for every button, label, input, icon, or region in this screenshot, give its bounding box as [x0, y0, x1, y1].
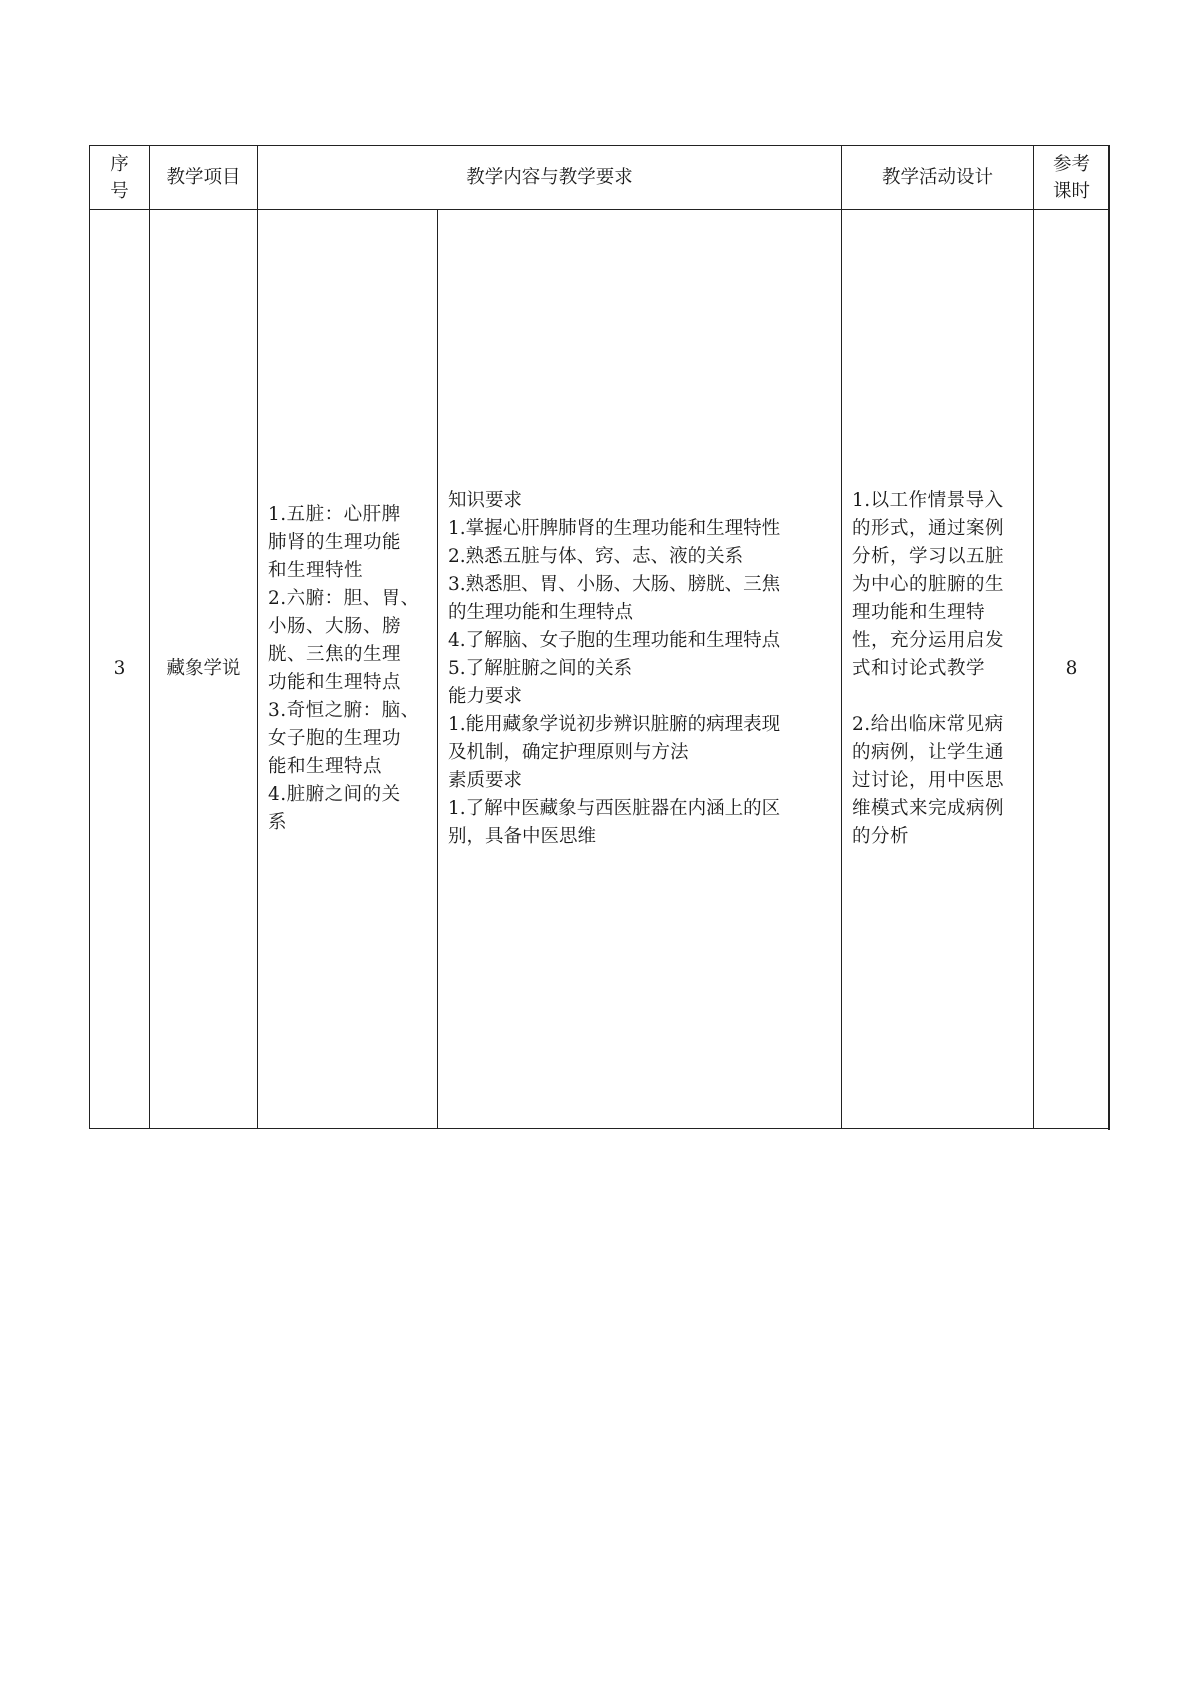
content-lines	[268, 501, 427, 837]
requirement-line: 的生理功能和生理特点	[448, 602, 634, 623]
activity-line: 为中心的脏腑的生	[852, 574, 1005, 595]
table-header-row	[90, 146, 1110, 210]
row-content	[258, 210, 438, 1129]
syllabus-table	[89, 145, 1110, 1129]
content-line: 女子胞的生理功	[268, 728, 402, 749]
content-line: 能和生理特点	[268, 756, 383, 777]
header-hours-line1: 参考	[1053, 153, 1091, 175]
content-line: 肺肾的生理功能	[268, 532, 402, 553]
header-content: 教学内容与教学要求	[258, 146, 842, 210]
activity-line: 的病例，让学生通	[852, 742, 1005, 763]
requirement-line: 3.熟悉胆、胃、小肠、大肠、膀胱、三焦	[448, 574, 781, 595]
activity-line: 式和讨论式教学	[852, 658, 986, 679]
content-line: 胱、三焦的生理	[268, 644, 402, 665]
activity-line: 性，充分运用启发	[852, 630, 1005, 651]
activity-line: 维模式来完成病例	[852, 798, 1005, 819]
content-line: 3.奇恒之腑：脑、	[268, 700, 420, 721]
header-item: 教学项目	[150, 146, 258, 210]
requirement-line: 及机制，确定护理原则与方法	[448, 742, 689, 763]
row-seq: 3	[90, 210, 150, 1129]
requirement-line: 1.掌握心肝脾肺肾的生理功能和生理特性	[448, 518, 781, 539]
content-line: 4.脏腑之间的关	[268, 784, 401, 805]
activity-line: 2.给出临床常见病	[852, 714, 1004, 735]
requirement-lines	[448, 487, 831, 851]
header-hours	[1034, 146, 1110, 210]
content-line: 功能和生理特点	[268, 672, 402, 693]
row-requirements	[438, 210, 842, 1129]
activity-line: 理功能和生理特	[852, 602, 986, 623]
content-line: 小肠、大肠、膀	[268, 616, 402, 637]
requirement-line: 知识要求	[448, 490, 523, 511]
content-line: 系	[268, 812, 288, 833]
requirement-line: 5.了解脏腑之间的关系	[448, 658, 633, 679]
activity-block-1	[852, 487, 1023, 683]
content-line: 2.六腑：胆、胃、	[268, 588, 420, 609]
activity-gap	[852, 683, 1023, 711]
requirement-line: 素质要求	[448, 770, 523, 791]
header-hours-line2: 课时	[1053, 180, 1091, 202]
header-seq	[90, 146, 150, 210]
table-right-border	[1108, 145, 1110, 1130]
requirement-line: 2.熟悉五脏与体、窍、志、液的关系	[448, 546, 744, 567]
header-activity: 教学活动设计	[842, 146, 1034, 210]
requirement-line: 1.了解中医藏象与西医脏器在内涵上的区	[448, 798, 781, 819]
table-row	[90, 210, 1110, 1129]
requirement-line: 4.了解脑、女子胞的生理功能和生理特点	[448, 630, 781, 651]
activity-line: 的分析	[852, 826, 910, 847]
requirement-line: 别，具备中医思维	[448, 826, 597, 847]
activity-line: 分析，学习以五脏	[852, 546, 1005, 567]
row-activity	[842, 210, 1034, 1129]
activity-line: 1.以工作情景导入	[852, 490, 1004, 511]
activity-line: 过讨论，用中医思	[852, 770, 1005, 791]
header-seq-line2: 号	[110, 180, 129, 202]
requirement-line: 能力要求	[448, 686, 523, 707]
activity-lines	[852, 487, 1023, 851]
activity-block-2	[852, 711, 1023, 851]
activity-line: 的形式，通过案例	[852, 518, 1005, 539]
row-item: 藏象学说	[150, 210, 258, 1129]
row-hours: 8	[1034, 210, 1110, 1129]
content-line: 和生理特性	[268, 560, 364, 581]
content-line: 1.五脏：心肝脾	[268, 504, 401, 525]
header-seq-line1: 序	[110, 153, 129, 175]
requirement-line: 1.能用藏象学说初步辨识脏腑的病理表现	[448, 714, 781, 735]
